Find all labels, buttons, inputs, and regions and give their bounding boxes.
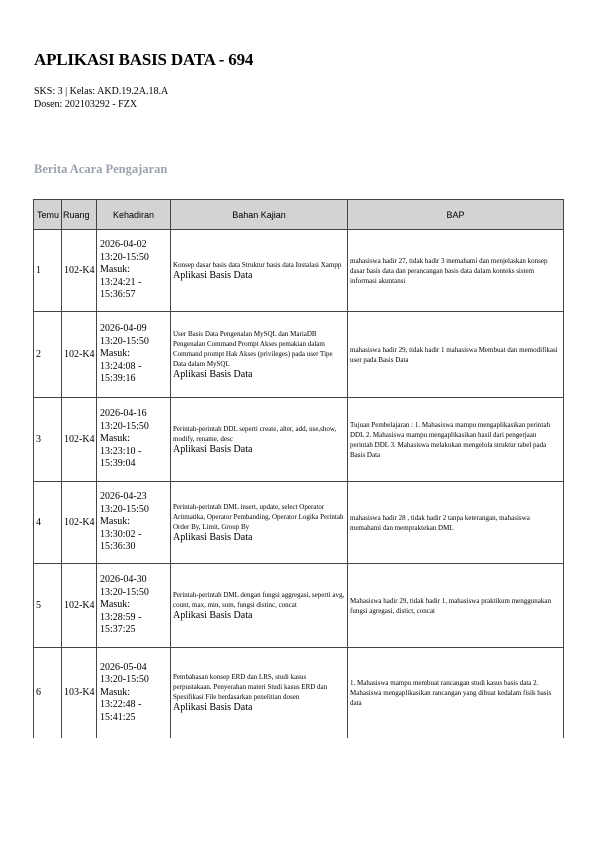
waktu-hadir: 13:23:10 - 15:39:04: [100, 445, 142, 470]
sks-kelas-line: SKS: 3 | Kelas: AKD.19.2A.18.A: [34, 86, 169, 97]
cell-temu: 1: [34, 230, 62, 312]
cell-ruang: 102-K4: [62, 482, 97, 564]
section-title: Berita Acara Pengajaran: [34, 162, 168, 176]
cell-bap: mahasiswa hadir 27, tidak hadir 3 memahami dan menjelaskan konsep dasar basis data dan perancangan basis data dalam konteks sistem informasi akuntansi: [348, 230, 564, 312]
waktu-hadir: 13:30:02 - 15:36:30: [100, 528, 142, 553]
cell-temu: 2: [34, 312, 62, 398]
jam: 13:20-15:50: [100, 503, 149, 515]
cell-ruang: 102-K4: [62, 312, 97, 398]
col-header-temu: Temu: [34, 200, 62, 230]
cell-bap: 1. Mahasiswa mampu membuat rancangan studi kasus basis data 2. Mahasiswa mengaplikasikan rancangan yang dibuat kedalam fisik basis data: [348, 648, 564, 738]
table-header-row: [34, 200, 564, 230]
jam: 13:20-15:50: [100, 420, 149, 432]
cell-bahan-kajian: [171, 312, 348, 398]
mata-kuliah: Aplikasi Basis Data: [173, 701, 253, 713]
tanggal: 2026-05-04: [100, 661, 147, 673]
tanggal: 2026-04-30: [100, 574, 147, 586]
kajian-text: User Basis Data Pengenalan MySQL dan MariaDB Pengenalan Command Prompt Akses pemakian dalam Command prompt Hak Akses (privileges) pada user Tipe Data dalam MySQL: [173, 329, 333, 368]
tanggal: 2026-04-09: [100, 323, 147, 335]
kajian-text: Perintah-perintah DML dengan fungsi aggregasi, seperti avg, count, max, min, sum, fungsi distinc, concat: [173, 590, 345, 609]
cell-bahan-kajian: [171, 230, 348, 312]
kajian-text: Konsep dasar basis data Struktur basis data Instalasi Xampp: [173, 260, 342, 269]
cell-bahan-kajian: [171, 398, 348, 482]
cell-temu: 4: [34, 482, 62, 564]
mata-kuliah: Aplikasi Basis Data: [173, 368, 253, 380]
cell-kehadiran: [97, 230, 171, 312]
table-row: [34, 398, 564, 482]
col-header-bahan-kajian: Bahan Kajian: [171, 200, 348, 230]
cell-bap: mahasiswa hadir 28 , tidak hadir 2 tanpa keterangan, mahasiswa memahami dan mempraktekan DML: [348, 482, 564, 564]
cell-kehadiran: [97, 564, 171, 648]
cell-ruang: 102-K4: [62, 398, 97, 482]
mata-kuliah: Aplikasi Basis Data: [173, 609, 253, 621]
waktu-hadir: 13:24:08 - 15:39:16: [100, 360, 142, 385]
cell-bap: Tujuan Pembelajaran : 1. Mahasiswa mampu mengaplikasikan perintah DDL 2. Mahasiswa mampu mengaplikasikan hasil dari pengerjaan perintah DDL 3. Mahasiswa melakukan mengelola struktur tabel pada Basis Data: [348, 398, 564, 482]
cell-ruang: 102-K4: [62, 564, 97, 648]
masuk-label: Masuk:: [100, 348, 130, 360]
cell-temu: 6: [34, 648, 62, 738]
masuk-label: Masuk:: [100, 264, 130, 276]
cell-bahan-kajian: [171, 648, 348, 738]
kajian-text: Perintah-perintah DDL seperti create, alter, add, use,show, modify, rename, desc: [173, 424, 337, 443]
cell-bahan-kajian: [171, 482, 348, 564]
jam: 13:20-15:50: [100, 674, 149, 685]
cell-temu: 3: [34, 398, 62, 482]
tanggal: 2026-04-16: [100, 408, 147, 420]
waktu-hadir: 13:22:48 - 15:41:25: [100, 699, 142, 723]
waktu-hadir: 13:24:21 - 15:36:57: [100, 276, 142, 301]
mata-kuliah: Aplikasi Basis Data: [173, 443, 253, 455]
masuk-label: Masuk:: [100, 686, 130, 698]
cell-kehadiran: [97, 398, 171, 482]
jam: 13:20-15:50: [100, 251, 149, 263]
bap-table: [33, 199, 564, 738]
cell-ruang: 103-K4: [62, 648, 97, 738]
kajian-text: Perintah-perintah DML insert, update, select Operator Aritmatika, Operator Pembanding, Operator Logika Perintah Order By, Limit, Group By: [173, 502, 344, 531]
cell-kehadiran: [97, 482, 171, 564]
tanggal: 2026-04-23: [100, 491, 147, 503]
cell-bahan-kajian: [171, 564, 348, 648]
jam: 13:20-15:50: [100, 586, 149, 598]
table-row: [34, 564, 564, 648]
kajian-text: Pembahasan konsep ERD dan LRS, studi kasus perpustakaan. Penyerahan materi Studi kasus ERD dan Spesifikasi File berdasarkan penelitian dosen: [173, 672, 328, 701]
cell-bap: mahasiswa hadir 29, tidak hadir 1 mahasiswa Membuat dan memodifikasi user pada Basis Data: [348, 312, 564, 398]
table-row: [34, 648, 564, 738]
cell-ruang: 102-K4: [62, 230, 97, 312]
table-row: [34, 230, 564, 312]
masuk-label: Masuk:: [100, 433, 130, 445]
jam: 13:20-15:50: [100, 335, 149, 347]
col-header-ruang: Ruang: [62, 200, 97, 230]
cell-temu: 5: [34, 564, 62, 648]
cell-kehadiran: [97, 312, 171, 398]
masuk-label: Masuk:: [100, 516, 130, 528]
cell-bap: Mahasiswa hadir 29, tidak hadir 1, mahasiswa praktikum menggunakan fungsi agregasi, distict, concat: [348, 564, 564, 648]
mata-kuliah: Aplikasi Basis Data: [173, 269, 253, 281]
page-title: APLIKASI BASIS DATA - 694: [34, 50, 254, 69]
masuk-label: Masuk:: [100, 599, 130, 611]
table-row: [34, 312, 564, 398]
col-header-bap: BAP: [348, 200, 564, 230]
waktu-hadir: 13:28:59 - 15:37:25: [100, 611, 142, 636]
table-row: [34, 482, 564, 564]
mata-kuliah: Aplikasi Basis Data: [173, 531, 253, 543]
dosen-line: Dosen: 202103292 - FZX: [34, 99, 138, 110]
tanggal: 2026-04-02: [100, 239, 147, 251]
cell-kehadiran: [97, 648, 171, 738]
col-header-kehadiran: Kehadiran: [97, 200, 171, 230]
